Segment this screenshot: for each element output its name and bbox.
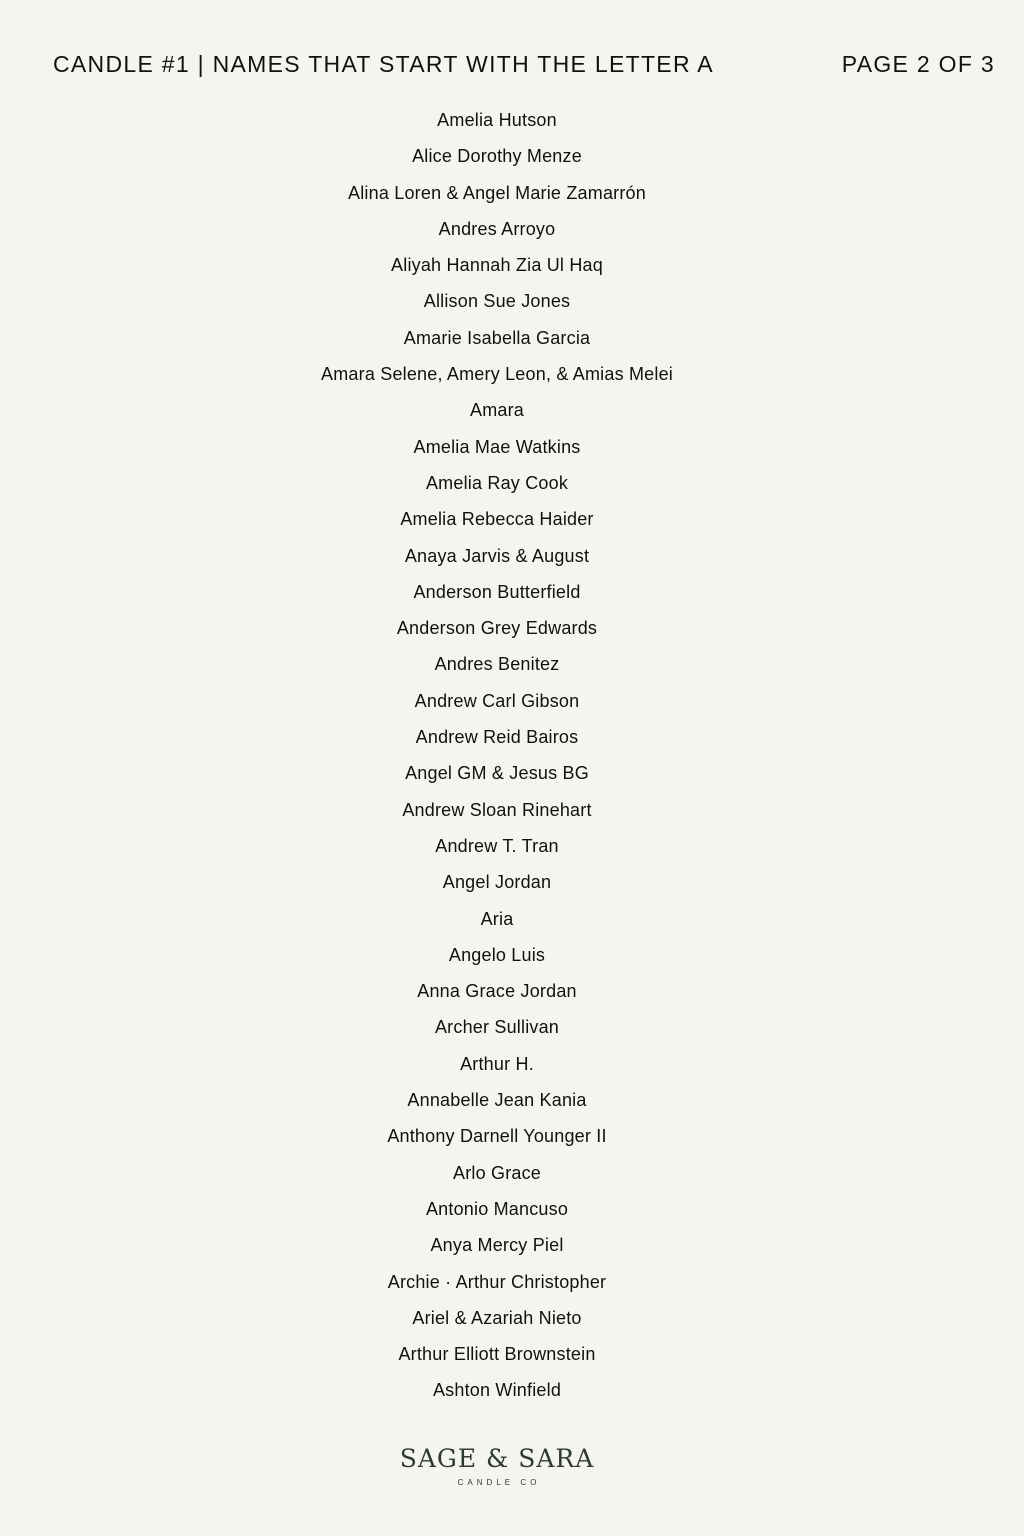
list-item: Aliyah Hannah Zia Ul Haq (391, 255, 603, 276)
list-item: Archie · Arthur Christopher (387, 1271, 607, 1292)
list-item: Amelia Hutson (437, 110, 557, 130)
list-item: Andrew Reid Bairos (415, 727, 579, 748)
list-item: Angel Jordan (442, 872, 552, 893)
list-item: Angel GM & Jesus BG (405, 763, 589, 784)
brand-logo (0, 1442, 994, 1489)
list-item: Amelia Ray Cook (425, 472, 569, 493)
list-item: Anthony Darnell Younger II (387, 1126, 607, 1147)
list-item: Aria (480, 908, 514, 929)
list-item: Amarie Isabella Garcia (403, 327, 591, 348)
list-item: Alina Loren & Angel Marie Zamarrón (348, 182, 646, 203)
list-item: Ariel & Azariah Nieto (412, 1307, 582, 1328)
list-item: Anderson Grey Edwards (396, 618, 598, 639)
brand-tagline: CANDLE CO (457, 1478, 541, 1487)
list-item: Allison Sue Jones (423, 291, 571, 312)
list-item: Archer Sullivan (434, 1017, 560, 1038)
list-item: Andrew Carl Gibson (414, 690, 580, 711)
list-item: Amara (469, 400, 524, 421)
list-item: Anya Mercy Piel (430, 1235, 564, 1256)
list-item: Amara Selene, Amery Leon, & Amias Melei (321, 364, 673, 385)
list-item: Anaya Jarvis & August (404, 545, 590, 566)
list-item: Alice Dorothy Menze (412, 146, 582, 167)
list-item: Andrew Sloan Rinehart (402, 799, 592, 820)
brand-name: SAGE & SARA (399, 1444, 595, 1473)
list-item: Amelia Rebecca Haider (400, 509, 594, 530)
list-item: Anna Grace Jordan (417, 981, 577, 1002)
list-item: Ashton Winfield (432, 1380, 562, 1401)
list-item: Andres Arroyo (438, 218, 556, 239)
list-item: Andres Benitez (434, 654, 560, 675)
list-item: Arthur Elliott Brownstein (398, 1344, 596, 1365)
list-item: Arthur H. (460, 1053, 534, 1074)
list-item: Arlo Grace (452, 1162, 542, 1183)
list-item: Annabelle Jean Kania (407, 1090, 587, 1111)
page-indicator: PAGE 2 OF 3 (841, 50, 995, 77)
list-item: Anderson Butterfield (413, 581, 581, 602)
names-list (0, 102, 994, 1409)
list-item: Angelo Luis (448, 944, 546, 965)
page-header (53, 48, 995, 80)
list-item: Antonio Mancuso (425, 1198, 569, 1219)
list-item: Andrew T. Tran (435, 835, 559, 856)
list-item: Amelia Mae Watkins (413, 436, 581, 457)
page-title: CANDLE #1 | NAMES THAT START WITH THE LETTER A (53, 50, 714, 77)
